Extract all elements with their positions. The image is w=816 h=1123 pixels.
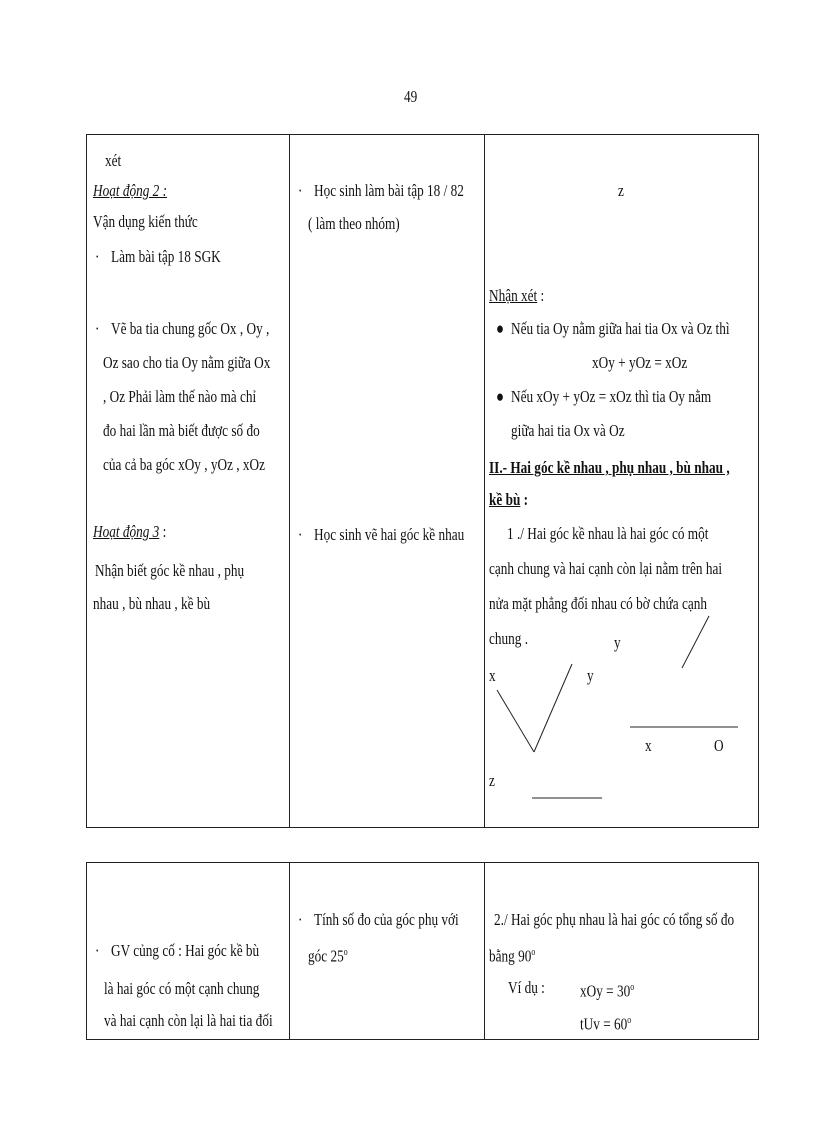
activity-3-title-text: Hoạt động 3 (93, 522, 160, 541)
activity-2-bullet: Làm bài tập 18 SGK (111, 247, 221, 266)
degree-sign: o (343, 947, 348, 958)
table-1-divider-1 (289, 134, 290, 828)
definition-line-2: cạnh chung và hai cạnh còn lại nằm trên hai (489, 559, 723, 578)
bullet-marker: · (95, 941, 100, 960)
text-xet: xét (105, 151, 122, 170)
student-task-1-line-1: Học sinh làm bài tập 18 / 82 (314, 181, 464, 200)
section-heading-line-2 (489, 489, 528, 511)
label-y-top: y (614, 633, 621, 652)
example-2 (580, 1010, 631, 1036)
bullet-dot: ● (496, 319, 505, 338)
definition-line-3: nửa mặt phẳng đối nhau có bờ chứa cạnh (489, 594, 708, 613)
task-line-1: Vẽ ba tia chung gốc Ox , Oy , (111, 319, 270, 338)
ray-oy (534, 664, 572, 752)
complementary-line-2 (489, 942, 535, 968)
consolidation-line-2: là hai góc có một cạnh chung (104, 979, 260, 998)
remark-title-text: Nhận xét (489, 286, 538, 305)
consolidation-line-1: GV củng cố : Hai góc kề bù (111, 941, 260, 960)
remark-1-line-2: xOy + yOz = xOz (592, 353, 688, 372)
task-line-3: , Oz Phải làm thế nào mà chỉ (103, 387, 257, 406)
remark-1-line-1: Nếu tia Oy nằm giữa hai tia Ox và Oz thì (511, 319, 730, 338)
bullet-marker: · (95, 319, 100, 338)
task-line-4: đo hai lần mà biết được số đo (103, 421, 260, 440)
example-2-text: tUv = 60 (580, 1014, 628, 1034)
label-z-bottom: z (489, 771, 495, 790)
label-O: O (714, 736, 724, 755)
label-x-left: x (489, 666, 496, 685)
bullet-marker: · (298, 910, 303, 929)
activity-2-title: Hoạt động 2 : (93, 181, 168, 200)
activity-2-line: Vận dụng kiến thức (93, 212, 198, 231)
remark-title (489, 285, 544, 307)
label-x-right: x (645, 736, 652, 755)
bullet-dot: ● (496, 387, 505, 406)
example-1 (580, 977, 634, 1003)
bullet-marker: · (298, 525, 303, 544)
student-task-1-line-2: ( làm theo nhóm) (308, 214, 400, 233)
activity-3-title (93, 521, 166, 543)
activity-3-line-2: nhau , bù nhau , kề bù (93, 594, 211, 613)
activity-3-line-1: Nhận biết góc kề nhau , phụ (95, 561, 245, 580)
exercise-line-2 (308, 942, 348, 968)
consolidation-line-3: và hai cạnh còn lại là hai tia đối (104, 1011, 273, 1030)
ray-up-right (682, 616, 709, 668)
definition-line-1: 1 ./ Hai góc kề nhau là hai góc có một (507, 524, 709, 543)
example-label: Ví dụ : (508, 978, 545, 997)
section-heading-line-2-text: kề bù (489, 490, 521, 509)
activity-3-colon: : (159, 522, 167, 541)
remark-2-line-2: giữa hai tia Ox và Oz (511, 421, 625, 440)
degree-sign: o (531, 947, 536, 958)
degree-sign: o (627, 1015, 632, 1026)
page-number: 49 (404, 87, 418, 106)
example-1-text: xOy = 30 (580, 981, 631, 1001)
complementary-line-1: 2./ Hai góc phụ nhau là hai góc có tổng số đo (494, 910, 735, 929)
complementary-line-2-text: bằng 90 (489, 946, 532, 966)
label-y-mid: y (587, 666, 594, 685)
ray-ox (497, 690, 534, 752)
table-2-divider-2 (484, 862, 485, 1040)
remark-2-line-1: Nếu xOy + yOz = xOz thì tia Oy nằm (511, 387, 712, 406)
student-task-2: Học sinh vẽ hai góc kề nhau (314, 525, 465, 544)
exercise-line-2-text: góc 25 (308, 946, 344, 966)
exercise-line-1: Tính số đo của góc phụ với (314, 910, 459, 929)
bullet-marker: · (298, 181, 303, 200)
task-line-5: của cả ba góc xOy , yOz , xOz (103, 455, 266, 474)
degree-sign: o (630, 982, 635, 993)
table-2-divider-1 (289, 862, 290, 1040)
remark-colon: : (537, 286, 545, 305)
bullet-marker: · (95, 247, 100, 266)
section-heading-colon: : (520, 490, 529, 509)
definition-line-4: chung . (489, 629, 529, 648)
label-z-top: z (618, 181, 624, 200)
task-line-2: Oz sao cho tia Oy nằm giữa Ox (103, 353, 271, 372)
section-heading-line-1: II.- Hai góc kề nhau , phụ nhau , bù nhau , (489, 458, 730, 477)
